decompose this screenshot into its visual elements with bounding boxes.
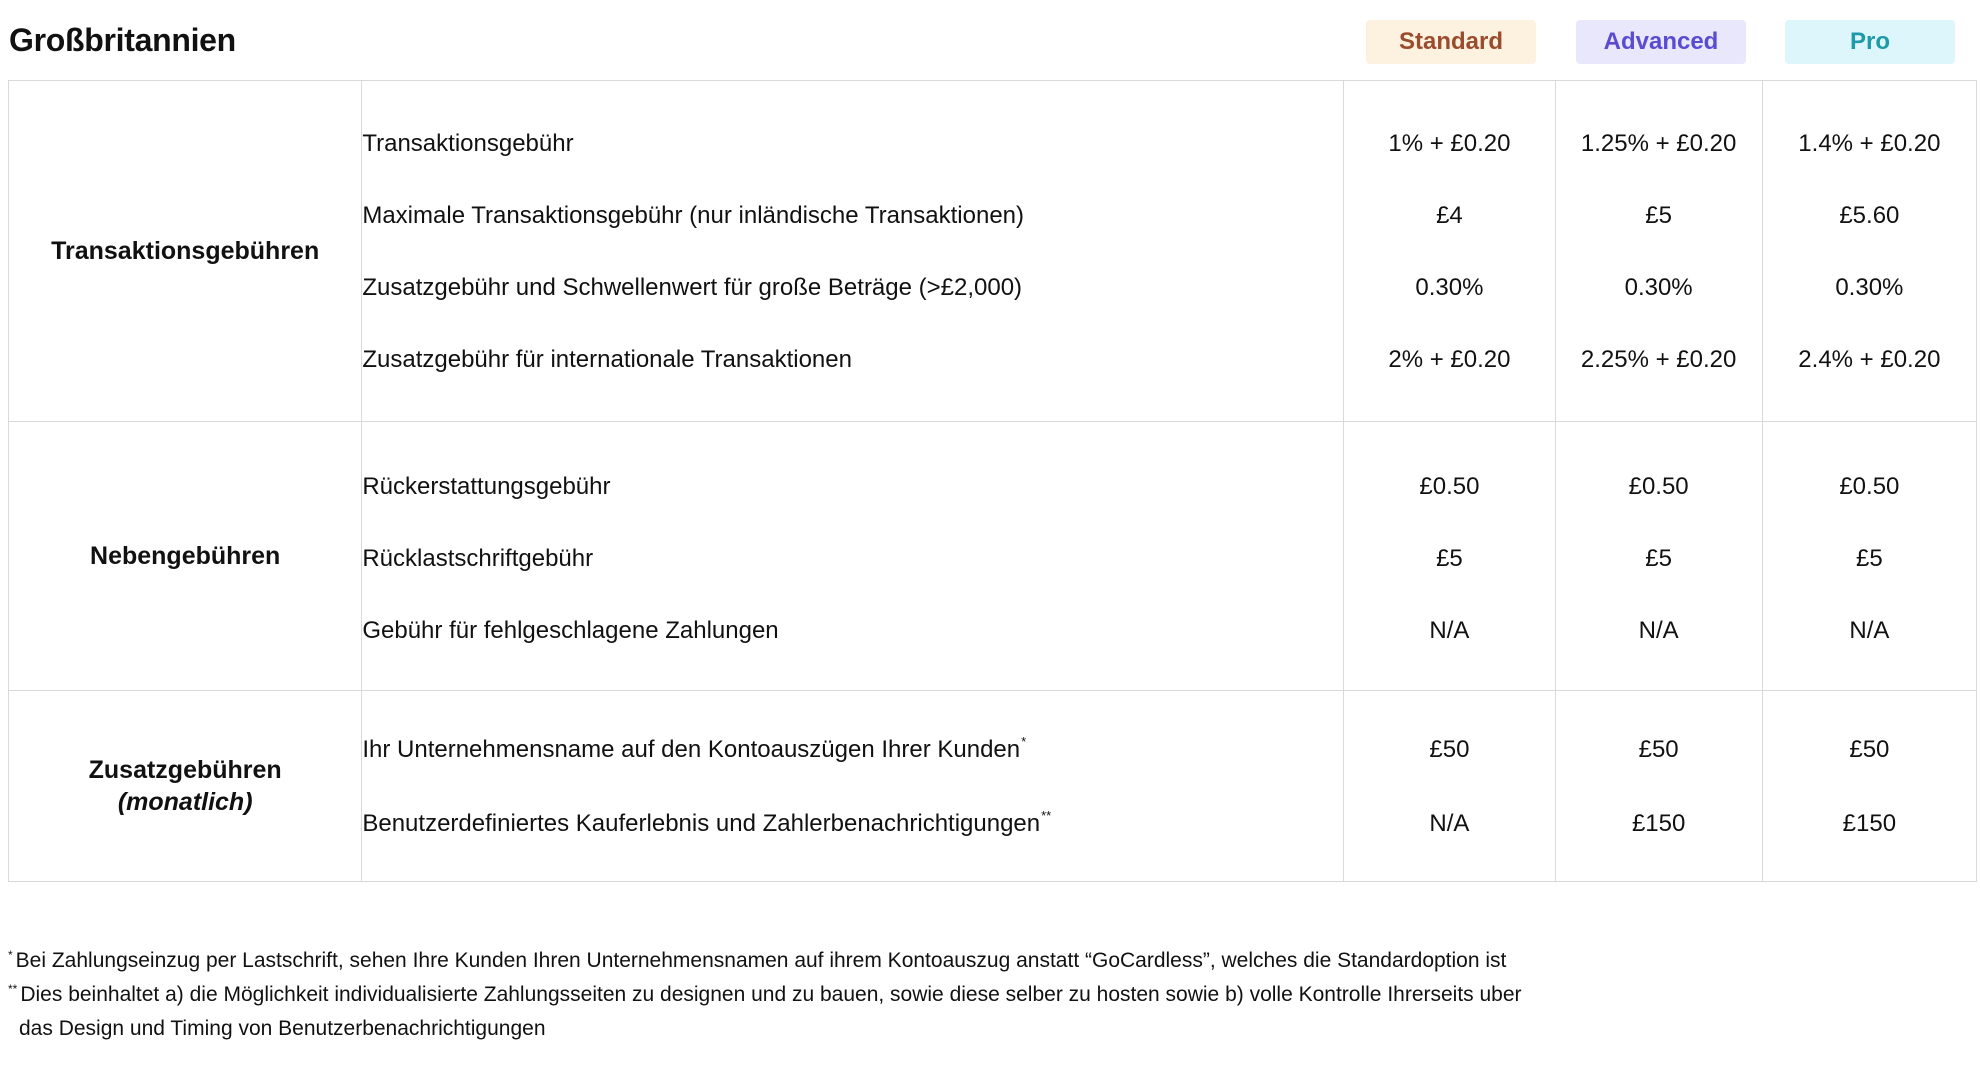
fee-value: £5: [1436, 545, 1463, 572]
advanced-values: [1555, 422, 1762, 691]
plan-badge-pro: Pro: [1785, 20, 1955, 64]
fee-value: £150: [1631, 810, 1686, 837]
feature-label: Benutzerdefiniertes Kauferlebnis und Zahlerbenachrichtigungen **: [362, 807, 1052, 837]
table-row: [9, 422, 1977, 691]
fee-value: 2.25% + £0.20: [1580, 346, 1737, 373]
fee-value: £0.50: [1839, 473, 1900, 500]
fee-value: 0.30%: [1624, 274, 1693, 301]
pro-values: [1762, 691, 1976, 882]
fee-value: £5: [1645, 202, 1672, 229]
fee-value: £50: [1849, 736, 1890, 763]
category-label: Nebengebühren: [90, 542, 281, 570]
advanced-values: [1555, 81, 1762, 422]
table-row: [9, 691, 1977, 882]
advanced-values: [1555, 691, 1762, 882]
footnote: [8, 979, 1522, 1013]
fee-value: £5.60: [1839, 202, 1900, 229]
plan-badge-advanced: Advanced: [1576, 20, 1746, 64]
fee-value: £0.50: [1419, 473, 1480, 500]
category-label: Transaktionsgebühren: [51, 237, 320, 265]
category-cell: [9, 81, 362, 422]
footnote-marker: **: [8, 982, 18, 996]
category-label: Zusatzgebühren: [88, 756, 282, 784]
fee-value: 1.25% + £0.20: [1580, 130, 1737, 157]
plan-badge-standard: Standard: [1366, 20, 1536, 64]
standard-values: [1344, 81, 1555, 422]
standard-values: [1344, 422, 1555, 691]
feature-cell: [362, 422, 1344, 691]
fee-value: £50: [1429, 736, 1470, 763]
footnote-continued: das Design und Timing von Benutzerbenachrichtigungen: [19, 1017, 546, 1040]
fee-value: N/A: [1638, 617, 1679, 644]
footnote: [8, 945, 1522, 979]
category-cell: [9, 422, 362, 691]
category-cell: [9, 691, 362, 882]
feature-label: Rückerstattungsgebühr: [362, 473, 611, 500]
fee-value: £50: [1638, 736, 1679, 763]
fee-value: 2.4% + £0.20: [1798, 346, 1941, 373]
feature-cell: [362, 81, 1344, 422]
fee-value: 0.30%: [1415, 274, 1484, 301]
category-sublabel: (monatlich): [117, 788, 253, 816]
footnote-text: Bei Zahlungseinzug per Lastschrift, sehen Ihre Kunden Ihren Unternehmensnamen auf ihrem Kontoauszug anstatt “GoCardless”, welches die Standardoption ist: [15, 949, 1507, 972]
fee-table: [8, 80, 1977, 882]
fee-value: N/A: [1849, 617, 1890, 644]
fee-value: £150: [1842, 810, 1897, 837]
feature-label: Maximale Transaktionsgebühr (nur inländische Transaktionen): [362, 202, 1025, 229]
footnotes: [8, 945, 1522, 1044]
footnote-marker: *: [8, 948, 13, 962]
pro-values: [1762, 422, 1976, 691]
fee-value: N/A: [1429, 810, 1470, 837]
fee-value: £5: [1856, 545, 1883, 572]
feature-label: Zusatzgebühr und Schwellenwert für große Beträge (>£2,000): [362, 274, 1023, 301]
pro-values: [1762, 81, 1976, 422]
fee-value: £4: [1436, 202, 1463, 229]
feature-cell: [362, 691, 1344, 882]
fee-value: 1% + £0.20: [1388, 130, 1511, 157]
standard-values: [1344, 691, 1555, 882]
table-row: [9, 81, 1977, 422]
feature-label: Rücklastschriftgebühr: [362, 545, 594, 572]
page-title: Großbritannien: [9, 22, 236, 58]
footnote-text: Dies beinhaltet a) die Möglichkeit individualisierte Zahlungsseiten zu designen und zu bauen, sowie diese selber zu hosten sowie b) volle Kontrolle Ihrerseits uber: [20, 983, 1522, 1006]
fee-value: 1.4% + £0.20: [1798, 130, 1941, 157]
feature-label: Transaktionsgebühr: [362, 130, 574, 157]
footnote-marker: *: [1021, 733, 1027, 749]
feature-label: Gebühr für fehlgeschlagene Zahlungen: [362, 617, 779, 644]
fee-value: N/A: [1429, 617, 1470, 644]
fee-value: £0.50: [1628, 473, 1689, 500]
footnote-marker: **: [1041, 807, 1052, 823]
fee-value: 0.30%: [1835, 274, 1904, 301]
feature-label: Zusatzgebühr für internationale Transaktionen: [362, 346, 852, 373]
fee-value: 2% + £0.20: [1388, 346, 1511, 373]
feature-label: Ihr Unternehmensname auf den Kontoauszügen Ihrer Kunden *: [362, 733, 1027, 763]
fee-value: £5: [1645, 545, 1672, 572]
